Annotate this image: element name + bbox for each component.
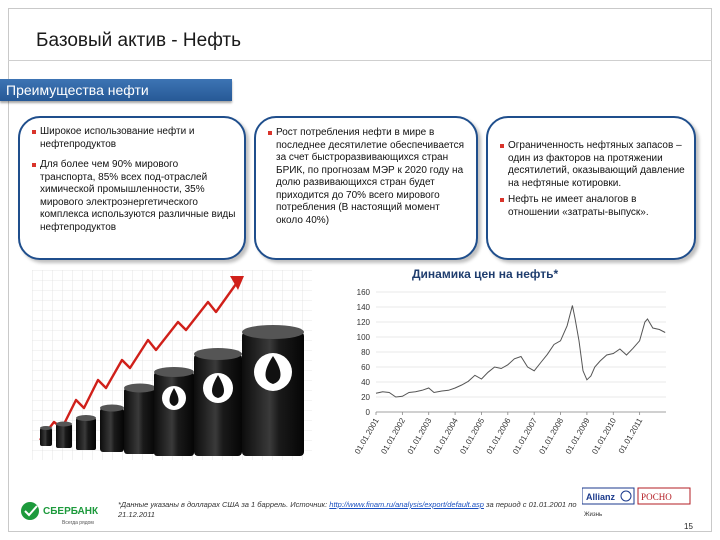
barrel-6 bbox=[154, 367, 194, 456]
x-tick-label: 01.01.2006 bbox=[484, 416, 513, 456]
advantages-card-consumption bbox=[254, 116, 478, 260]
page-title: Базовый актив - Нефть bbox=[36, 30, 242, 51]
source-footnote bbox=[118, 500, 580, 520]
sberbank-logo bbox=[18, 496, 114, 530]
x-tick-label: 01.01.2008 bbox=[537, 416, 566, 456]
section-tab-label: Преимущества нефти bbox=[6, 82, 149, 98]
allianz-rosno-logo bbox=[582, 486, 692, 522]
barrel-5 bbox=[124, 384, 156, 455]
allianz-name: Allianz bbox=[586, 492, 616, 502]
oil-barrels-illustration bbox=[32, 270, 312, 460]
barrel-8 bbox=[242, 325, 304, 456]
x-tick-label: 01.01.2010 bbox=[590, 416, 619, 456]
sberbank-tagline: Всегда рядом bbox=[62, 520, 94, 526]
barrel-7 bbox=[194, 348, 242, 456]
y-tick-label: 60 bbox=[361, 363, 370, 372]
page-number: 15 bbox=[684, 522, 693, 531]
y-tick-label: 140 bbox=[356, 303, 370, 312]
y-tick-label: 40 bbox=[361, 378, 370, 387]
barrel-2 bbox=[56, 422, 72, 449]
section-tab bbox=[0, 79, 232, 101]
y-tick-label: 20 bbox=[361, 393, 370, 402]
barrel-4 bbox=[100, 405, 124, 453]
barrel-1 bbox=[40, 426, 52, 446]
allianz-sub: Жизнь bbox=[584, 512, 603, 518]
advantages-card-usage bbox=[18, 116, 246, 260]
x-tick-label: 01.01.2001 bbox=[352, 416, 381, 456]
card-bullet: Нефть не имеет аналогов в отношении «затраты-выпуск». bbox=[500, 194, 686, 219]
x-tick-label: 01.01.2011 bbox=[616, 416, 645, 456]
rosno-name: РОСНО bbox=[641, 492, 672, 502]
y-tick-label: 120 bbox=[356, 318, 370, 327]
sberbank-name: СБЕРБАНК bbox=[43, 506, 99, 517]
x-tick-label: 01.01.2007 bbox=[511, 416, 539, 456]
y-tick-label: 0 bbox=[365, 408, 370, 417]
card-bullet: Для более чем 90% мирового транспорта, 85% всех под-отраслей химической промышленности, 35% мирового электроэнергетического комплекса используются различные виды нефтепродуктов bbox=[32, 159, 236, 234]
footnote-period: за период с 01.01.2001 по 21.12.2011 bbox=[118, 500, 577, 519]
y-tick-label: 160 bbox=[356, 288, 370, 297]
y-tick-label: 80 bbox=[361, 348, 370, 357]
card-bullet: Рост потребления нефти в мире в последнее десятилетие обеспечивается за счет быстроразвивающихся стран БРИК, по прогнозам МЭР к 2020 году на долю развивающихся стран будет приходится до 70% всего мирового потребления (В настоящий момент около 40%) bbox=[268, 127, 468, 227]
source-link[interactable]: http://www.finam.ru/analysis/export/default.asp bbox=[329, 500, 484, 509]
x-tick-label: 01.01.2004 bbox=[432, 416, 460, 456]
y-tick-label: 100 bbox=[356, 333, 370, 342]
x-tick-label: 01.01.2002 bbox=[379, 416, 408, 456]
price-series-line bbox=[376, 306, 665, 398]
barrel-3 bbox=[76, 415, 96, 450]
card-bullet: Широкое использование нефти и нефтепродуктов bbox=[32, 126, 236, 151]
title-divider bbox=[8, 60, 712, 61]
x-tick-label: 01.01.2005 bbox=[458, 416, 487, 456]
chart-title: Динамика цен на нефть* bbox=[412, 267, 559, 281]
card-bullet: Ограниченность нефтяных запасов – один из факторов на протяжении десятилетий, оказывающий давление на нефтяные котировки. bbox=[500, 140, 686, 190]
footnote-text: *Данные указаны в долларах США за 1 баррель. Источник: bbox=[118, 500, 330, 509]
oil-price-chart bbox=[336, 282, 676, 478]
x-tick-label: 01.01.2003 bbox=[405, 416, 434, 456]
advantages-card-reserves bbox=[486, 116, 696, 260]
x-tick-label: 01.01.2009 bbox=[563, 416, 592, 456]
